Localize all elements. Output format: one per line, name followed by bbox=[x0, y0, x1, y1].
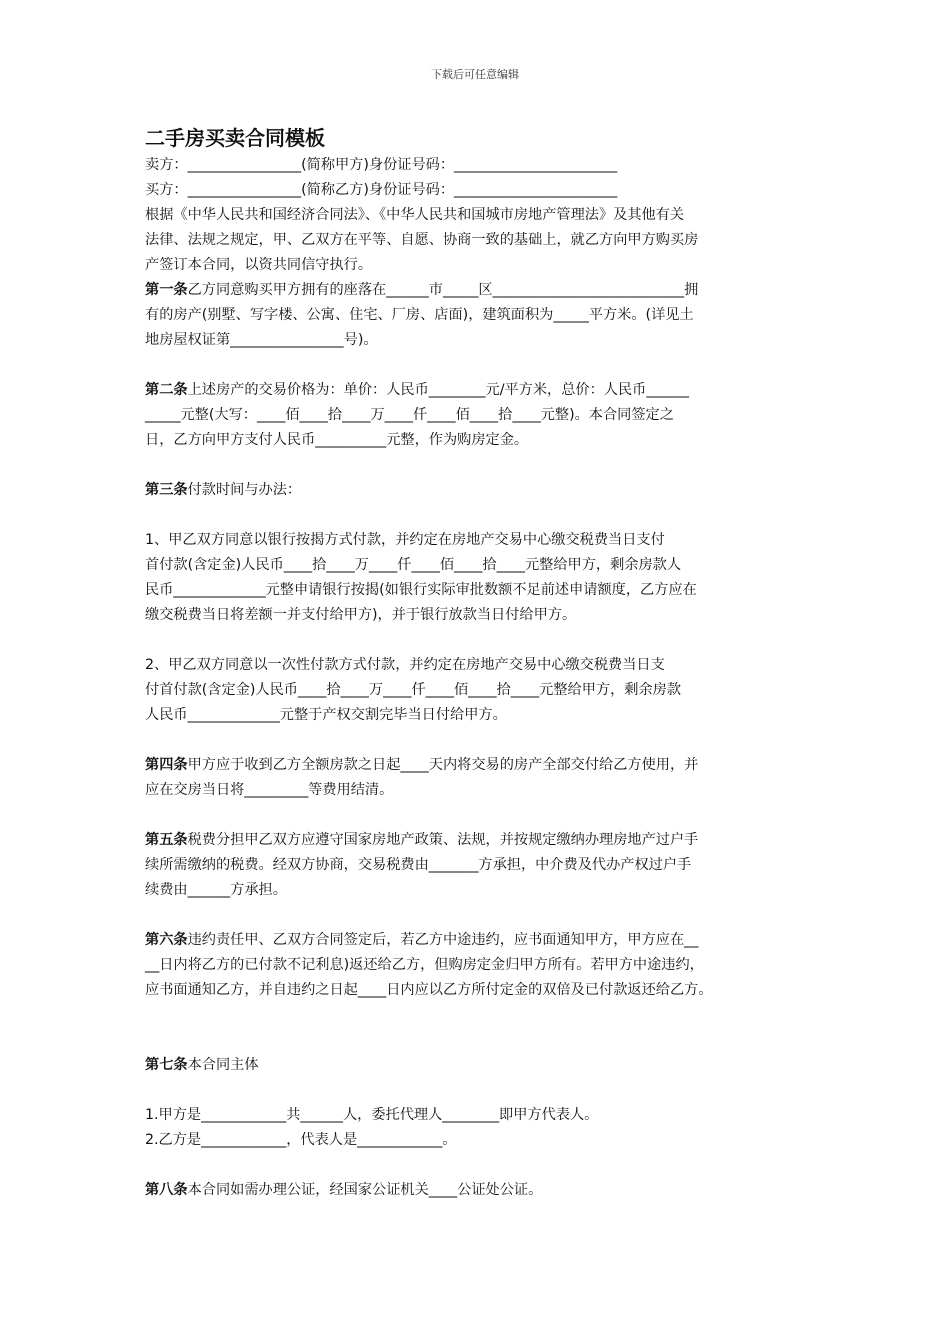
seller-line: 卖方：________________(简称甲方)身份证号码：_______________________ bbox=[145, 157, 618, 173]
article-7-item-2: 2.乙方是____________，代表人是____________。 bbox=[145, 1132, 457, 1148]
article-2-text: 上述房产的交易价格为：单价：人民币________元/平方米，总价：人民币______ _____元整(大写：____佰____拾____万____仟____佰____拾____元整)。本合同签定之 日，乙方向甲方支付人民币__________元整，作为购房定金。 bbox=[145, 382, 689, 448]
article-7-item-1: 1.甲方是____________共______人，委托代理人________即甲方代表人。 bbox=[145, 1107, 599, 1123]
article-8-label: 第八条 bbox=[145, 1182, 188, 1198]
article-6 bbox=[145, 928, 815, 1003]
article-1-label: 第一条 bbox=[145, 282, 188, 298]
article-3-label: 第三条 bbox=[145, 482, 188, 498]
article-5-text: 税费分担甲乙双方应遵守国家房地产政策、法规，并按规定缴纳办理房地产过户手 续所需缴纳的税费。经双方协商，交易税费由_______方承担，中介费及代办产权过户手 续费由______方承担。 bbox=[145, 832, 699, 898]
page-header: 下载后可任意编辑 bbox=[431, 68, 519, 81]
article-8 bbox=[145, 1178, 815, 1203]
article-7-label: 第七条 bbox=[145, 1057, 188, 1073]
article-3-item-1: 1、甲乙双方同意以银行按揭方式付款，并约定在房地产交易中心缴交税费当日支付 首付款(含定金)人民币____拾____万____仟____佰____拾____元整给甲方，剩余房款人 民币_____________元整申请银行按揭(如银行实际审批数额不足前述申请额度，乙方应在 缴交税费当日将差额一并支付给甲方)，并于银行放款当日付给甲方。 bbox=[145, 532, 697, 623]
article-3-text: 付款时间与办法： bbox=[187, 482, 302, 498]
article-4-text: 甲方应于收到乙方全额房款之日起____天内将交易的房产全部交付给乙方使用，并 应在交房当日将_________等费用结清。 bbox=[145, 757, 699, 798]
article-1-text: 乙方同意购买甲方拥有的座落在______市_____区___________________________拥 有的房产(别墅、写字楼、公寓、住宅、厂房、店面)，建筑面积为_____平方米。(详见土 地房屋权证第________________号)。 bbox=[145, 282, 699, 348]
intro-paragraph: 根据《中华人民共和国经济合同法》、《中华人民共和国城市房地产管理法》及其他有关 法律、法规之规定，甲、乙双方在平等、自愿、协商一致的基础上，就乙方向甲方购买房 产签订本合同，以资共同信守执行。 bbox=[145, 207, 699, 273]
article-4 bbox=[145, 753, 815, 803]
article-4-label: 第四条 bbox=[145, 757, 188, 773]
article-3-item-2: 2、甲乙双方同意以一次性付款方式付款，并约定在房地产交易中心缴交税费当日支 付首付款(含定金)人民币____拾____万____仟____佰____拾____元整给甲方，剩余房款 人民币_____________元整于产权交割完毕当日付给甲方。 bbox=[145, 657, 682, 723]
article-3 bbox=[145, 478, 815, 503]
document-title: 二手房买卖合同模板 bbox=[145, 126, 325, 150]
contract-body bbox=[145, 124, 815, 1203]
article-2-label: 第二条 bbox=[145, 382, 188, 398]
article-8-text: 本合同如需办理公证，经国家公证机关____公证处公证。 bbox=[187, 1182, 543, 1198]
article-5-label: 第五条 bbox=[145, 832, 188, 848]
article-5 bbox=[145, 828, 815, 903]
article-2 bbox=[145, 378, 815, 453]
article-6-text: 违约责任甲、乙双方合同签定后，若乙方中途违约，应书面通知甲方，甲方应在__ __日内将乙方的已付款不记利息)返还给乙方，但购房定金归甲方所有。若甲方中途违约， 应书面通知乙方，并自违约之日起____日内应以乙方所付定金的双倍及已付款返还给乙方。 bbox=[145, 932, 713, 998]
article-7-text: 本合同主体 bbox=[187, 1057, 259, 1073]
article-6-label: 第六条 bbox=[145, 932, 188, 948]
article-1 bbox=[145, 278, 815, 353]
article-7 bbox=[145, 1053, 815, 1078]
buyer-line: 买方：________________(简称乙方)身份证号码：_______________________ bbox=[145, 182, 618, 198]
